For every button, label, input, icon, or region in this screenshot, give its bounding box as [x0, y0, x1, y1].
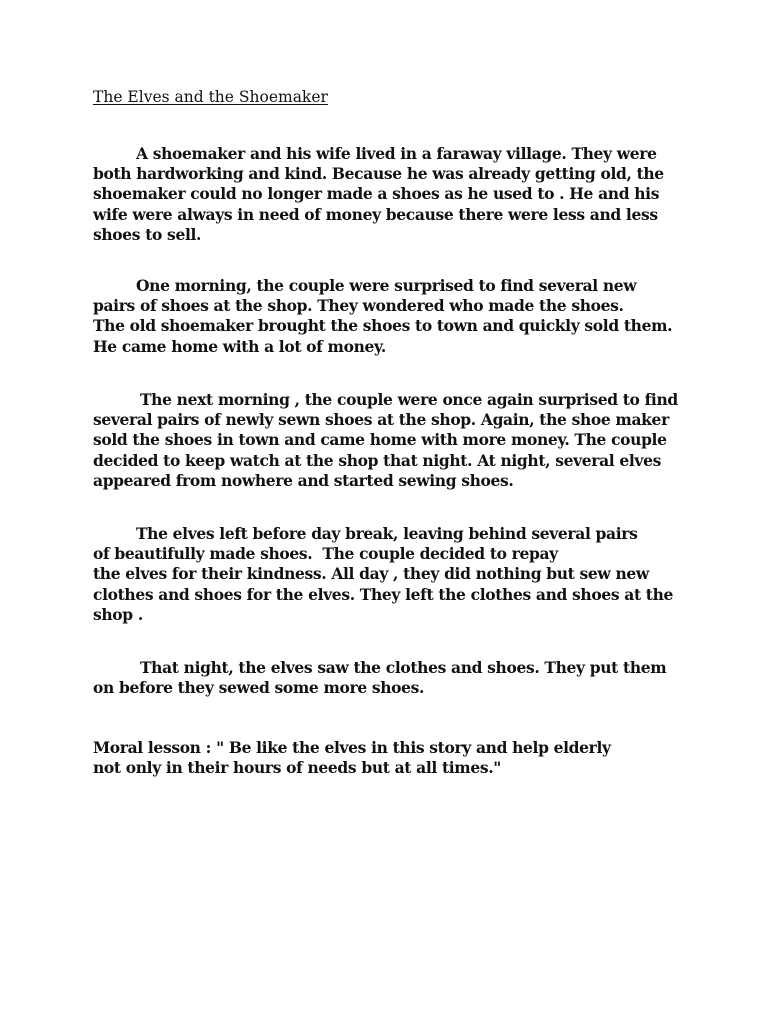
paragraph-line: wife were always in need of money because there were less and less	[93, 204, 658, 224]
paragraph-line: That night, the elves saw the clothes and shoes. They put them	[140, 658, 667, 677]
paragraph-line: pairs of shoes at the shop. They wondered who made the shoes.	[93, 296, 624, 316]
paragraph-line: shop .	[93, 604, 143, 624]
paragraph-line: shoes to sell.	[93, 224, 202, 244]
paragraph-line: of beautifully made shoes. The couple decided to repay	[93, 544, 558, 564]
paragraph-line: shoemaker could no longer made a shoes as he used to . He and his	[93, 184, 660, 204]
paragraph-line: the elves for their kindness. All day , they did nothing but sew new	[93, 564, 649, 584]
paragraph-line: both hardworking and kind. Because he was already getting old, the	[93, 164, 664, 184]
paragraph-line: not only in their hours of needs but at all times."	[93, 758, 502, 778]
paragraph-line: decided to keep watch at the shop that night. At night, several elves	[93, 450, 661, 470]
paragraph-line: several pairs of newly sewn shoes at the shop. Again, the shoe maker	[93, 410, 669, 430]
paragraph-2	[93, 276, 693, 357]
paragraph-line: He came home with a lot of money.	[93, 336, 386, 356]
paragraph-line: sold the shoes in town and came home with more money. The couple	[93, 430, 667, 450]
paragraph-line: The next morning , the couple were once again surprised to find	[140, 390, 678, 409]
paragraph-line: A shoemaker and his wife lived in a faraway village. They were	[136, 144, 657, 163]
paragraph-4	[93, 524, 693, 625]
paragraph-line: on before they sewed some more shoes.	[93, 678, 425, 698]
paragraph-line: appeared from nowhere and started sewing shoes.	[93, 470, 514, 490]
paragraph-3	[93, 390, 693, 491]
paragraph-1	[93, 144, 693, 245]
paragraph-5	[93, 658, 693, 698]
moral-lesson	[93, 738, 693, 778]
paragraph-line: One morning, the couple were surprised to find several new	[136, 276, 637, 295]
paragraph-line: The elves left before day break, leaving behind several pairs	[136, 524, 638, 543]
paragraph-line: Moral lesson : " Be like the elves in this story and help elderly	[93, 738, 611, 757]
paragraph-line: clothes and shoes for the elves. They left the clothes and shoes at the	[93, 584, 674, 604]
paragraph-line: The old shoemaker brought the shoes to town and quickly sold them.	[93, 316, 673, 336]
document-title: The Elves and the Shoemaker	[93, 88, 328, 106]
